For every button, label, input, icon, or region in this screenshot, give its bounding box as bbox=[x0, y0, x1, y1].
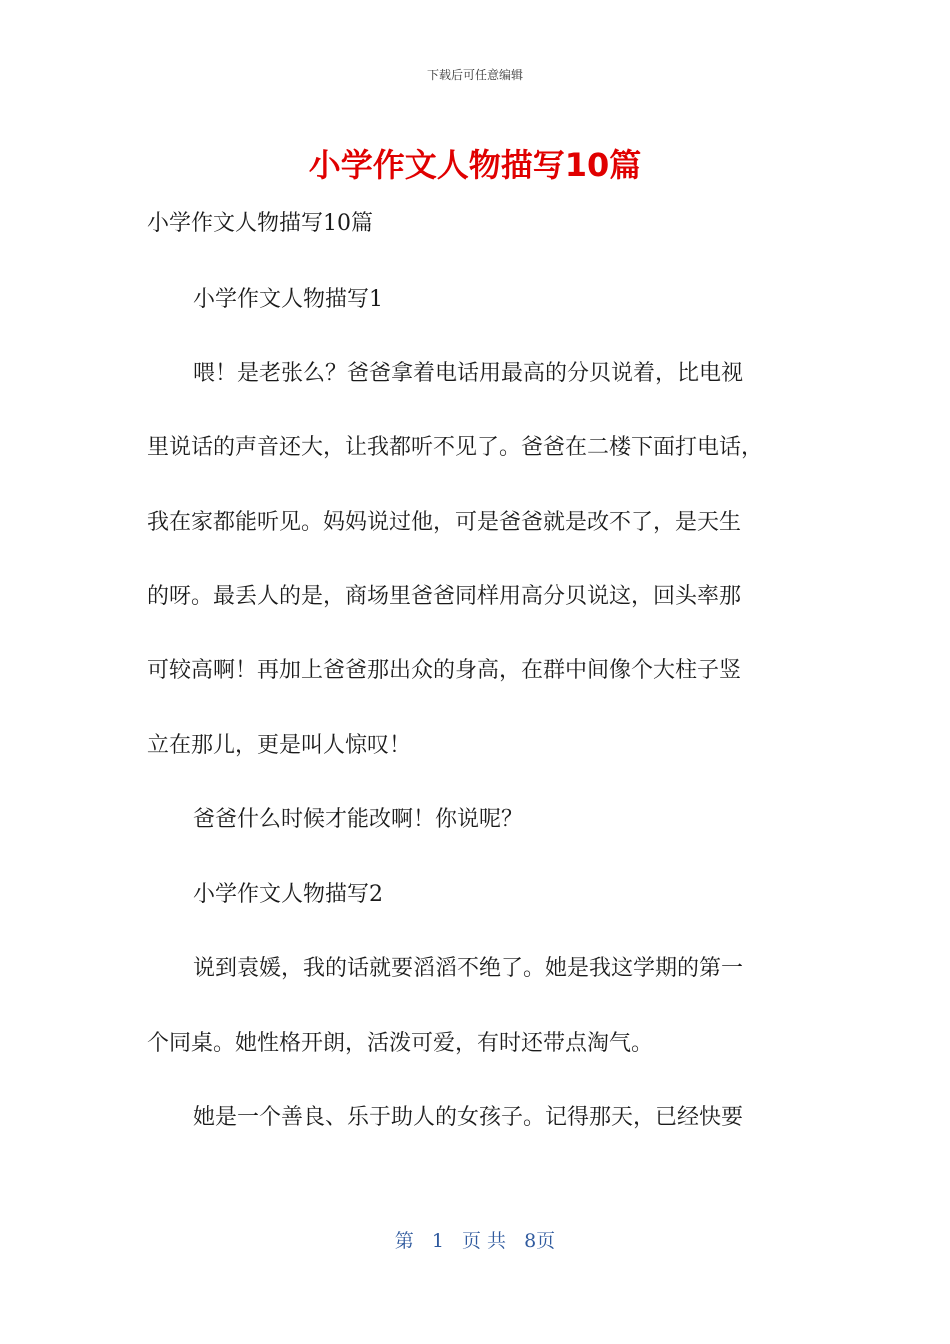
page-prefix: 第 bbox=[394, 1230, 414, 1252]
text-line: 我在家都能听见。妈妈说过他，可是爸爸就是改不了，是天生 bbox=[147, 510, 742, 535]
text-line: 她是一个善良、乐于助人的女孩子。记得那天，已经快要 bbox=[193, 1105, 744, 1130]
text-line: 喂！是老张么？爸爸拿着电话用最高的分贝说着，比电视 bbox=[193, 361, 744, 386]
text-line: 小学作文人物描写10篇 bbox=[147, 211, 373, 236]
page-mid: 页 共 bbox=[462, 1230, 507, 1252]
text-line: 立在那儿，更是叫人惊叹！ bbox=[147, 733, 412, 758]
page-current: 1 bbox=[431, 1230, 444, 1252]
page-total: 8页 bbox=[524, 1230, 556, 1252]
text-line: 小学作文人物描写2 bbox=[193, 882, 383, 907]
document-title: 小学作文人物描写10篇 bbox=[308, 146, 642, 184]
text-line: 里说话的声音还大，让我都听不见了。爸爸在二楼下面打电话， bbox=[147, 435, 764, 460]
page-footer bbox=[0, 1226, 950, 1253]
header-note: 下载后可任意编辑 bbox=[426, 68, 523, 82]
text-line: 说到袁媛，我的话就要滔滔不绝了。她是我这学期的第一 bbox=[193, 956, 744, 981]
text-line: 爸爸什么时候才能改啊！你说呢？ bbox=[193, 807, 524, 832]
text-line: 小学作文人物描写1 bbox=[193, 287, 383, 312]
text-line: 的呀。最丢人的是，商场里爸爸同样用高分贝说这，回头率那 bbox=[147, 584, 742, 609]
text-line: 可较高啊！再加上爸爸那出众的身高，在群中间像个大柱子竖 bbox=[147, 658, 742, 683]
text-line: 个同桌。她性格开朗，活泼可爱，有时还带点淘气。 bbox=[147, 1031, 654, 1056]
